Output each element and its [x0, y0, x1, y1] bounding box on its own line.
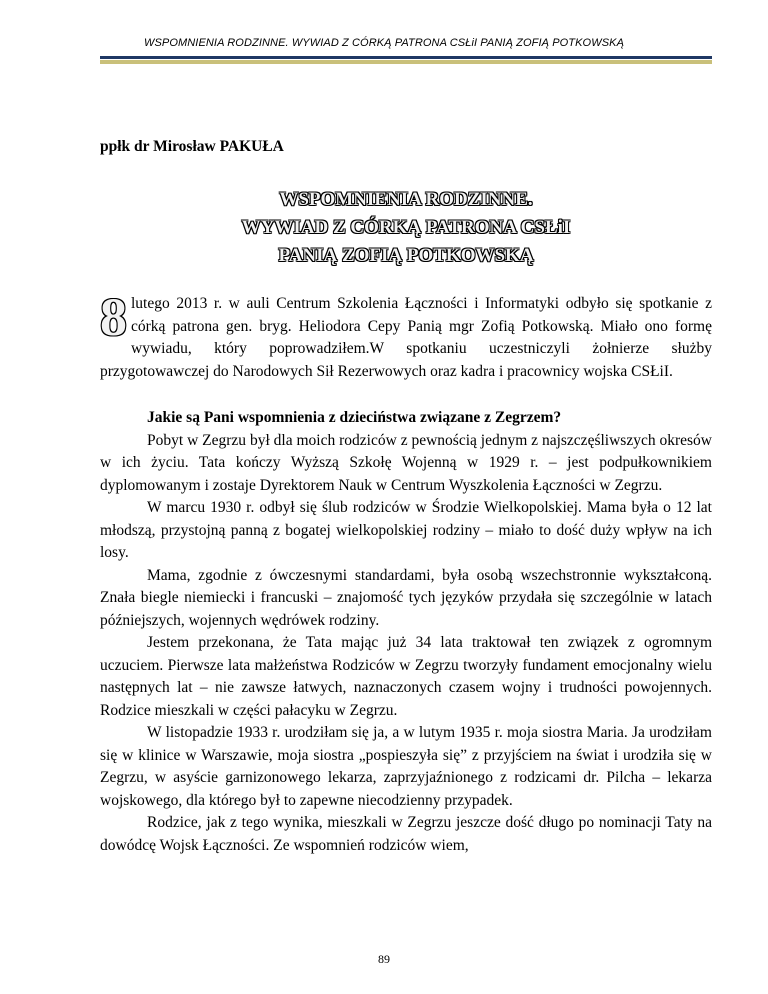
title-line: WYWIAD Z CÓRKĄ PATRONA CSŁiI: [241, 217, 571, 238]
body-paragraph: Pobyt w Zegrzu był dla moich rodziców z pewnością jednym z najszczęśliwszych okresów w ich życiu. Tata kończy Wyższą Szkołę Wojenną w 1929 r. – jest podpułkownikiem dyplomowanym i zostaje Dyrektorem Nauk w Centrum Wyszkolenia Łączności w Zegrzu.: [100, 431, 712, 494]
lead-paragraph: [100, 287, 712, 383]
body-paragraph: Mama, zgodnie z ówczesnymi standardami, była osobą wszechstronnie wykształconą. Znała biegle niemiecki i francuski – znajomość tych języków przydała się szczególnie w latach późniejszych, wojennych wędrówek rodziny.: [100, 566, 712, 629]
author-name: ppłk dr Mirosław PAKUŁA: [100, 138, 284, 155]
drop-cap: 8: [100, 287, 127, 347]
article-title: [100, 186, 712, 270]
title-line: PANIĄ ZOFIĄ POTKOWSKĄ: [278, 245, 534, 266]
page-number: 89: [378, 952, 390, 966]
body-paragraph: Rodzice, jak z tego wynika, mieszkali w Zegrzu jeszcze dość długo po nominacji Taty na dowódcę Wojsk Łączności. Ze wspomnień rodziców wiem,: [100, 814, 712, 854]
body-paragraph: W listopadzie 1933 r. urodziłam się ja, a w lutym 1935 r. moja siostra Maria. Ja urodziłam się w klinice w Warszawie, moja siostra „pospieszyła się” z przyjściem na świat i urodziła się w Zegrzu, w asyście garnizonowego lekarza, zaprzyjaźnionego z rodzicami dr. Pilcha – lekarza wojskowego, dla którego był to zapewne niecodzienny przypadek.: [100, 724, 712, 809]
header-rule-navy: [100, 56, 712, 59]
article-body: [100, 287, 712, 857]
running-header: WSPOMNIENIA RODZINNE. WYWIAD Z CÓRKĄ PATRONA CSŁiI PANIĄ ZOFIĄ POTKOWSKĄ: [143, 37, 625, 49]
header-rule-gold: [100, 60, 712, 64]
interview-question: Jakie są Pani wspomnienia z dzieciństwa związane z Zegrzem?: [147, 409, 562, 426]
body-paragraph: W marcu 1930 r. odbył się ślub rodziców w Środzie Wielkopolskiej. Mama była o 12 lat młodszą, przystojną panną z bogatej wielkopolskiej rodziny – miało to dość duży wpływ na ich losy.: [100, 499, 712, 561]
lead-text: lutego 2013 r. w auli Centrum Szkolenia Łączności i Informatyki odbyło się spotkanie z córką patrona gen. bryg. Heliodora Cepy Panią mgr Zofią Potkowską. Miało ono formę wywiadu, który poprowadziłem.W spotkaniu uczestniczyli żołnierze służby przygotowawczej do Narodowych Sił Rezerwowych oraz kadra i pracownicy wojska CSŁiI.: [100, 295, 712, 380]
body-paragraph: Jestem przekonana, że Tata mając już 34 lata traktował ten związek z ogromnym uczuciem. Pierwsze lata małżeństwa Rodziców w Zegrzu tworzyły fundament emocjonalny wielu następnych lat – nie zawsze łatwych, naznaczonych czasem wojny i trudności powojennych. Rodzice mieszkali w części pałacyku w Zegrzu.: [100, 634, 712, 719]
title-line: WSPOMNIENIA RODZINNE.: [279, 189, 533, 210]
